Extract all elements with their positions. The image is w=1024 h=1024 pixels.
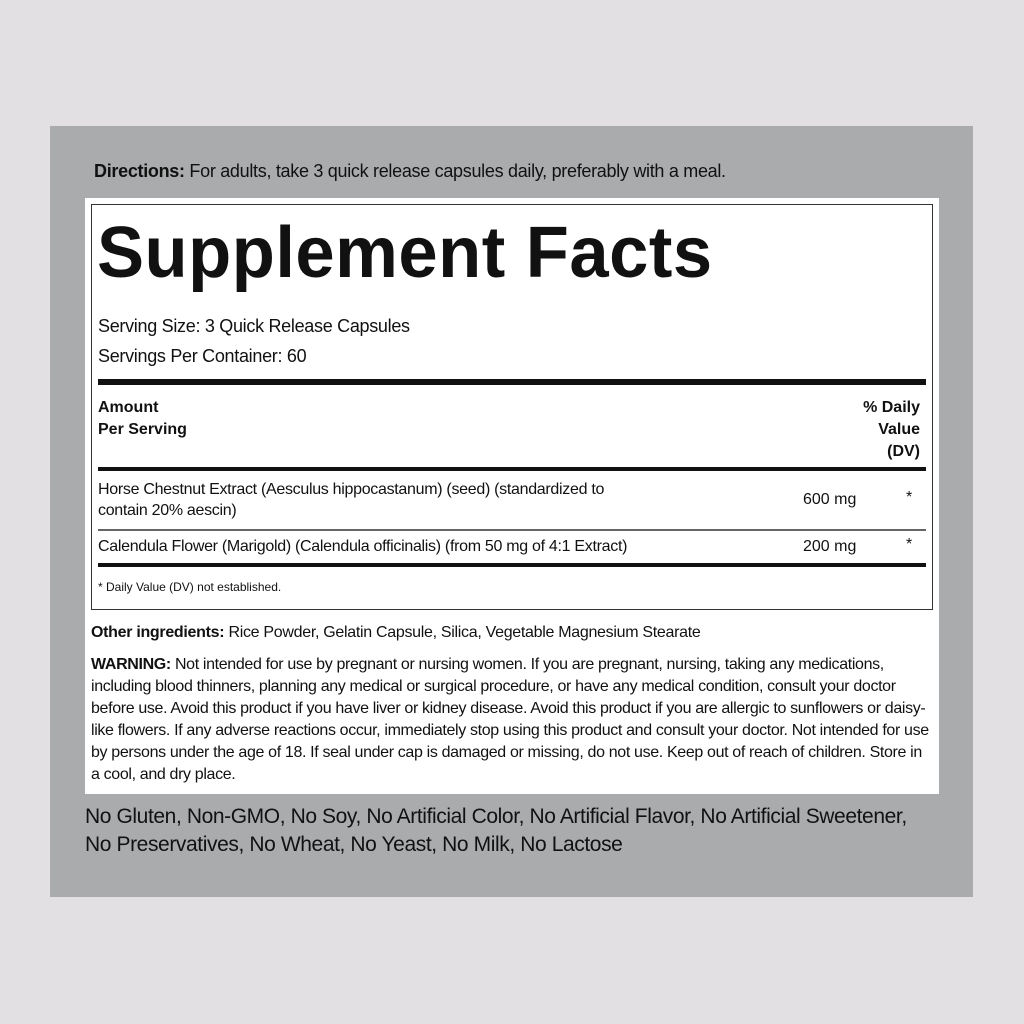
supplement-label-panel bbox=[50, 126, 973, 897]
supplement-facts-box bbox=[91, 204, 933, 610]
ingredient-dv: * bbox=[906, 489, 913, 506]
ingredient-name bbox=[98, 479, 604, 521]
header-amount-line2: Per Serving bbox=[98, 421, 187, 438]
directions-text: For adults, take 3 quick release capsules daily, preferably with a meal. bbox=[189, 161, 726, 181]
ingredient-name: Calendula Flower (Marigold) (Calendula officinalis) (from 50 mg of 4:1 Extract) bbox=[98, 538, 628, 555]
header-amount-per-serving bbox=[98, 397, 187, 441]
divider-header bbox=[98, 467, 926, 471]
warning-label: WARNING: bbox=[91, 656, 171, 673]
ingredient-amount: 600 mg bbox=[803, 491, 857, 508]
divider-row bbox=[98, 529, 926, 531]
other-ingredients-label: Other ingredients: bbox=[91, 624, 225, 641]
label-card bbox=[85, 198, 939, 794]
directions-line bbox=[94, 160, 726, 182]
divider-thick bbox=[98, 379, 926, 385]
warning-paragraph bbox=[91, 654, 933, 786]
other-ingredients bbox=[91, 622, 700, 644]
header-dv-line3: (DV) bbox=[887, 443, 920, 460]
servings-per-container: Servings Per Container: 60 bbox=[98, 346, 307, 366]
ingredient-name-line2: contain 20% aescin) bbox=[98, 502, 237, 519]
header-daily-value bbox=[863, 397, 920, 463]
ingredient-name-line1: Horse Chestnut Extract (Aesculus hippocastanum) (seed) (standardized to bbox=[98, 481, 605, 498]
other-ingredients-text: Rice Powder, Gelatin Capsule, Silica, Vegetable Magnesium Stearate bbox=[228, 624, 701, 641]
footnote: * Daily Value (DV) not established. bbox=[98, 580, 282, 594]
header-dv-line2: Value bbox=[878, 421, 920, 438]
warning-text: Not intended for use by pregnant or nursing women. If you are pregnant, nursing, taking any medications, including blood thinners, planning any medical or surgical procedure, or have any medical condition, consult your doctor before use. Avoid this product if you have liver or kidney disease. Avoid this product if you are allergic to sunflowers or daisy-like flowers. If any adverse reactions occur, immediately stop using this product and consult your doctor. Not intended for use by persons under the age of 18. If seal under cap is damaged or missing, do not use. Keep out of reach of children. Store in a cool, and dry place. bbox=[91, 656, 929, 783]
supplement-facts-title: Supplement Facts bbox=[97, 213, 713, 293]
free-from-statement: No Gluten, Non-GMO, No Soy, No Artificial Color, No Artificial Flavor, No Artificial Sweetener, No Preservatives, No Wheat, No Yeast, No Milk, No Lactose bbox=[85, 805, 907, 856]
divider-footer bbox=[98, 563, 926, 567]
header-dv-line1: % Daily bbox=[863, 399, 920, 416]
ingredient-amount: 200 mg bbox=[803, 538, 857, 555]
directions-label: Directions: bbox=[94, 161, 185, 181]
header-amount-line1: Amount bbox=[98, 399, 159, 416]
serving-size: Serving Size: 3 Quick Release Capsules bbox=[98, 316, 410, 336]
ingredient-dv: * bbox=[906, 536, 913, 553]
